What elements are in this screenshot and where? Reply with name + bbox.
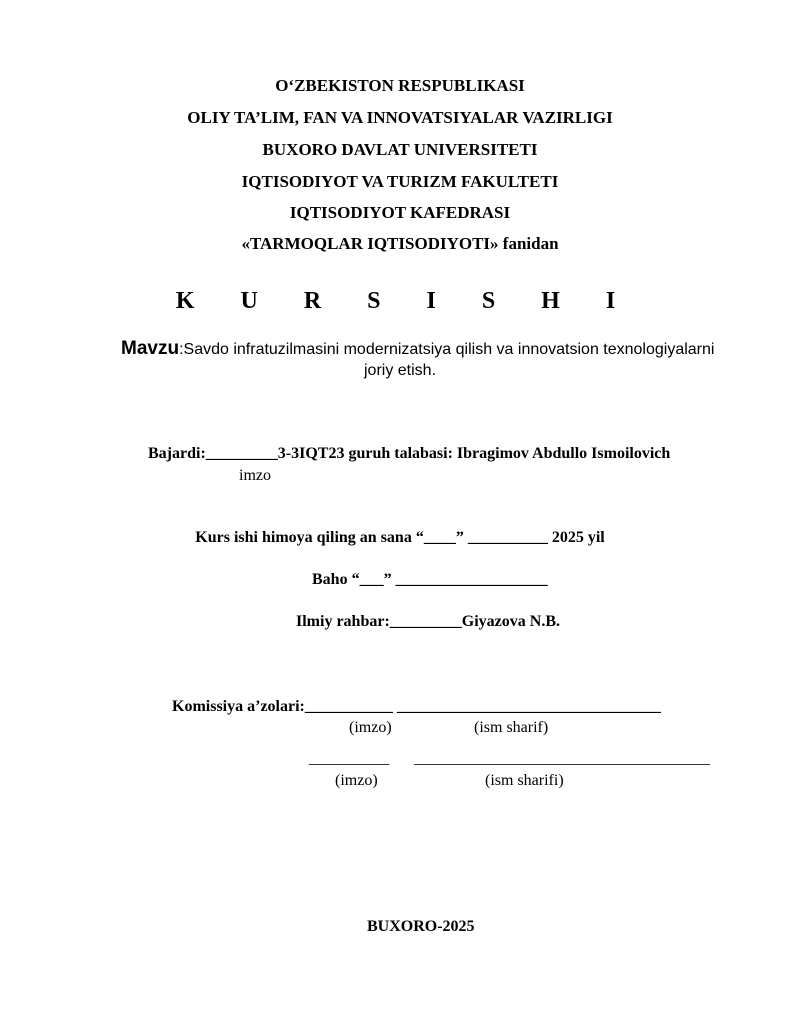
performer-signature-label: imzo bbox=[239, 467, 271, 484]
topic-line-1 bbox=[121, 338, 714, 360]
grade-line: Baho “___” ___________________ bbox=[312, 571, 548, 588]
commission-line-1: Komissiya a’zolari:___________ _________________________________ bbox=[172, 698, 661, 715]
topic-text-2: joriy etish. bbox=[363, 362, 437, 379]
header-subject: «TARMOQLAR IQTISODIYOTI» fanidan bbox=[241, 234, 559, 253]
defense-date-line: Kurs ishi himoya qiling an sana “____” __________ 2025 yil bbox=[195, 529, 605, 546]
document-title: K U R S I S H I bbox=[175, 288, 625, 314]
footer-city-year: BUXORO-2025 bbox=[367, 918, 475, 935]
commission-caption-sign-2: (imzo) bbox=[335, 772, 378, 789]
commission-caption-name-2: (ism sharifi) bbox=[485, 772, 564, 789]
commission-name-line-2: _____________________________________ bbox=[414, 750, 710, 767]
topic-text-1: :Savdo infratuzilmasini modernizatsiya qilish va innovatsion texnologiyalarni bbox=[179, 341, 715, 358]
header-university: BUXORO DAVLAT UNIVERSITETI bbox=[262, 140, 538, 159]
header-country: O‘ZBEKISTON RESPUBLIKASI bbox=[275, 76, 525, 95]
topic-label: Mavzu bbox=[121, 338, 180, 359]
header-department: IQTISODIYOT KAFEDRASI bbox=[289, 203, 511, 222]
supervisor-line: Ilmiy rahbar:_________Giyazova N.B. bbox=[296, 613, 560, 630]
commission-sign-line-2: __________ bbox=[309, 750, 389, 767]
performer-line: Bajardi:_________3-3IQT23 guruh talabasi: Ibragimov Abdullo Ismoilovich bbox=[148, 445, 671, 462]
header-faculty: IQTISODIYOT VA TURIZM FAKULTETI bbox=[241, 172, 559, 191]
commission-caption-name-1: (ism sharif) bbox=[474, 719, 549, 736]
commission-caption-sign-1: (imzo) bbox=[349, 719, 392, 736]
header-ministry: OLIY TA’LIM, FAN VA INNOVATSIYALAR VAZIRLIGI bbox=[187, 108, 613, 127]
